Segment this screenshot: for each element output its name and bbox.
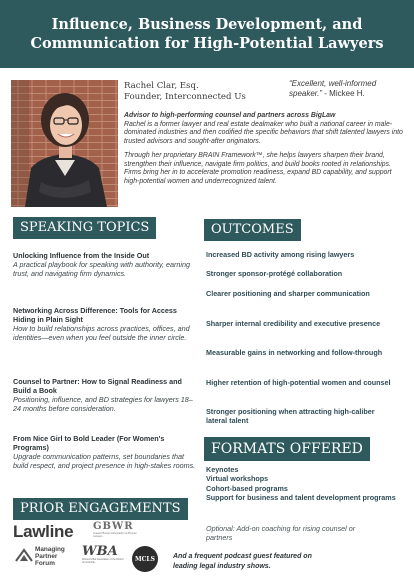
outcome-item: Stronger sponsor-protégé collaboration: [206, 269, 343, 278]
title-line-2: Communication for High-Potential Lawyers: [30, 35, 384, 52]
speaking-topics-heading: SPEAKING TOPICS: [13, 217, 156, 239]
gbwr-logo-caption: Greater Boston Association of Women Lawyers: [93, 532, 137, 538]
bio-body: Rachel is a former lawyer and real estate dealmaker who built a national career in male-dominated industries and then codified the specific behaviors that shift talented lawyers into trusted advisors and sought-after originators.: [124, 120, 403, 146]
format-item: Keynotes: [206, 465, 239, 474]
mpf-line-3: Forum: [35, 560, 55, 567]
outcome-item: Stronger positioning when attracting high-caliber lateral talent: [206, 407, 375, 426]
testimonial-attribution: - Mickee H.: [324, 89, 365, 99]
testimonial-text: “Excellent, well-informed speaker.”: [289, 79, 377, 99]
managing-partner-forum-logo: [15, 546, 77, 572]
format-item: Virtual workshops: [206, 474, 269, 484]
speaker-photo: [11, 80, 118, 207]
speaker-name: Rachel Clar, Esq.: [124, 81, 199, 91]
topic-title: Networking Across Difference: Tools for Access Hiding in Plain Sight: [13, 306, 177, 324]
gbwr-logo: [93, 521, 143, 538]
topic-item: [13, 377, 199, 413]
mcls-logo-text: MCLS: [135, 555, 155, 563]
wba-logo-caption: Women's Bar Association of the District of Columbia: [82, 558, 124, 564]
speaker-headshot: [11, 80, 118, 207]
topic-item: [13, 434, 199, 470]
outcome-item: Higher retention of high-potential women and counsel: [206, 378, 391, 387]
topic-description: Positioning, influence, and BD strategies for lawyers 18–24 months before consideration.: [13, 395, 193, 414]
mpf-line-2: Partner: [35, 553, 58, 560]
bio-paragraph-2: Through her proprietary BRAIN Framework™, she helps lawyers sharpen their brand, strengthen their influence, navigate firm politics, and build books rooted in relationships. Firms bring her in to accelerate promotion readiness, expand BD capability, and support high-potential women and underrecognized talent.: [124, 151, 392, 185]
title-line-1: Influence, Business Development, and: [51, 16, 363, 33]
outcome-item: Increased BD activity among rising lawyers: [206, 250, 355, 259]
testimonial: [289, 79, 409, 100]
topic-description: How to build relationships across practices, offices, and identities—even when you feel outside the inner circle.: [13, 324, 190, 343]
topic-description: A practical playbook for speaking with authority, earning trust, and navigating firm dynamics.: [13, 260, 190, 279]
topic-item: [13, 306, 199, 342]
format-item: Support for business and talent development programs: [206, 492, 396, 502]
format-item: Cohort-based programs: [206, 483, 288, 493]
topic-description: Upgrade communication patterns, set boundaries that build respect, and project presence in high-stakes rooms.: [13, 452, 196, 471]
formats-list: [206, 465, 396, 502]
speaker-name-block: [124, 81, 246, 103]
outcomes-heading: OUTCOMES: [204, 219, 301, 241]
wba-logo: [82, 544, 126, 565]
podcast-note: And a frequent podcast guest featured on leading legal industry shows.: [173, 553, 312, 570]
mcls-logo: [132, 546, 158, 572]
gbwr-logo-mark: GBWR: [93, 521, 134, 532]
mpf-icon: [15, 548, 33, 562]
outcome-item: Sharper internal credibility and executive presence: [206, 319, 381, 328]
topic-title: Counsel to Partner: How to Signal Readiness and Build a Book: [13, 377, 182, 395]
topic-title: From Nice Girl to Bold Leader (For Women's Programs): [13, 434, 165, 452]
lawline-logo: Lawline: [13, 522, 74, 541]
topic-title: Unlocking Influence from the Inside Out: [13, 251, 150, 260]
formats-optional-note: Optional: Add-on coaching for rising counsel or partners: [206, 524, 356, 543]
mpf-line-1: Managing: [35, 546, 65, 553]
speaker-bio: [124, 112, 406, 187]
topic-item: [13, 251, 199, 278]
prior-engagements-heading: PRIOR ENGAGEMENTS: [13, 498, 188, 520]
formats-heading: FORMATS OFFERED: [204, 437, 370, 461]
wba-logo-mark: WBA: [82, 544, 118, 559]
speaker-role: Founder, Interconnected Us: [124, 92, 246, 102]
outcome-item: Measurable gains in networking and follow-through: [206, 348, 383, 357]
page-header: [0, 0, 414, 68]
bio-lead: Advisor to high-performing counsel and partners across BigLaw: [124, 112, 336, 119]
outcome-item: Clearer positioning and sharper communication: [206, 289, 370, 298]
